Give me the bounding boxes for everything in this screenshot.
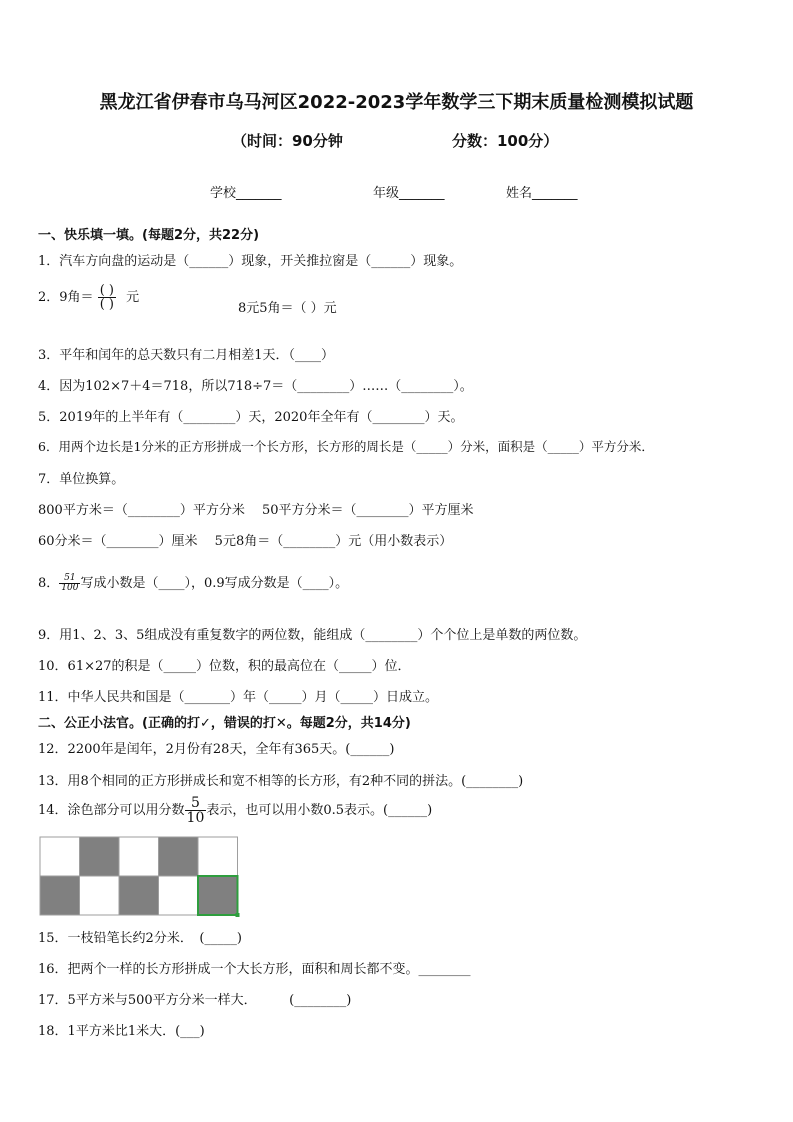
question-7-line-1: 800平方米＝（________）平方分米 50平方分米＝（________）平方厘米 xyxy=(38,503,474,518)
question-8-text: 写成小数是（____），0.9写成分数是（____）。 xyxy=(80,576,349,591)
section-1-heading: 一、快乐填一填。(每题2分，共22分) xyxy=(38,228,260,243)
question-12: 12．2200年是闰年，2月份有28天，全年有365天。(______) xyxy=(38,742,395,757)
question-4: 4．因为102×7＋4＝718，所以718÷7＝（________）……（________）。 xyxy=(38,379,473,394)
page-title: 黑龙江省伊春市乌马河区2022-2023学年数学三下期末质量检测模拟试题 xyxy=(99,92,694,113)
question-8-prefix: 8． xyxy=(38,576,60,591)
fraction-denominator: ( ) xyxy=(99,297,114,312)
question-14-fraction xyxy=(185,796,207,825)
question-17: 17．5平方米与500平方分米一样大． (________) xyxy=(38,993,352,1008)
fraction-numerator: ( ) xyxy=(99,283,114,298)
question-5: 5．2019年的上半年有（________）天，2020年全年有（________）天。 xyxy=(38,410,464,425)
grid-fill-handle xyxy=(236,913,240,917)
question-10: 10．61×27的积是（_____）位数，积的最高位在（_____）位． xyxy=(38,659,411,674)
fraction-numerator: 5 xyxy=(191,795,200,811)
question-1: 1．汽车方向盘的运动是（______）现象，开关推拉窗是（______）现象。 xyxy=(38,254,463,269)
name-field: 姓名_______ xyxy=(506,186,578,201)
question-8 xyxy=(38,572,348,593)
question-14-prefix: 14．涂色部分可以用分数 xyxy=(38,803,185,818)
grid-cell-white xyxy=(119,837,159,876)
question-2-part-b: 8元5角＝（ ）元 xyxy=(238,301,337,316)
question-15: 15．一枝铅笔长约2分米． (_____) xyxy=(38,931,242,946)
exam-score: 分数：100分） xyxy=(452,132,559,150)
grid-cell-white xyxy=(40,837,80,876)
question-18: 18．1平方米比1米大．(___) xyxy=(38,1024,205,1039)
question-2 xyxy=(38,284,139,311)
shaded-grid-figure xyxy=(38,835,242,917)
question-13: 13．用8个相同的正方形拼成长和宽不相等的长方形，有2种不同的拼法。(________) xyxy=(38,774,524,789)
grid-cell-gray xyxy=(159,837,199,876)
exam-time: （时间：90分钟 xyxy=(232,132,343,150)
question-6: 6．用两个边长是1分米的正方形拼成一个长方形，长方形的周长是（_____）分米，面积是（_____）平方分米． xyxy=(38,439,654,454)
question-8-fraction xyxy=(59,574,80,593)
question-2-prefix: 2．9角＝ xyxy=(38,290,94,305)
question-2-fraction xyxy=(98,284,116,311)
grid-cell-gray xyxy=(119,876,159,915)
question-7-line-2: 60分米＝（________）厘米 5元8角＝（________）元（用小数表示） xyxy=(38,534,453,549)
school-field: 学校_______ xyxy=(210,186,282,201)
question-14-text: 表示，也可以用小数0.5表示。(______) xyxy=(206,803,433,818)
section-2-heading: 二、公正小法官。(正确的打✓，错误的打✕。每题2分，共14分) xyxy=(38,716,411,731)
grid-cell-white xyxy=(159,876,199,915)
fraction-denominator: 100 xyxy=(61,583,79,593)
question-16: 16．把两个一样的长方形拼成一个大长方形，面积和周长都不变。________ xyxy=(38,962,471,977)
grid-cell-gray xyxy=(80,837,120,876)
grade-field: 年级_______ xyxy=(373,186,445,201)
question-11: 11．中华人民共和国是（_______）年（_____）月（_____）日成立。 xyxy=(38,690,439,705)
question-7: 7．单位换算。 xyxy=(38,472,125,487)
grid-cell-white xyxy=(198,837,238,876)
fraction-numerator: 51 xyxy=(64,573,76,583)
grid-cell-gray xyxy=(40,876,80,915)
question-2-unit: 元 xyxy=(126,290,140,305)
fraction-denominator: 10 xyxy=(186,810,205,826)
grid-cell-white xyxy=(80,876,120,915)
grid-cell-gray xyxy=(198,876,238,915)
question-14 xyxy=(38,796,432,825)
question-3: 3．平年和闰年的总天数只有二月相差1天．（____） xyxy=(38,348,335,363)
question-9: 9．用1、2、3、5组成没有重复数字的两位数，能组成（________）个个位上是单数的两位数。 xyxy=(38,628,587,643)
